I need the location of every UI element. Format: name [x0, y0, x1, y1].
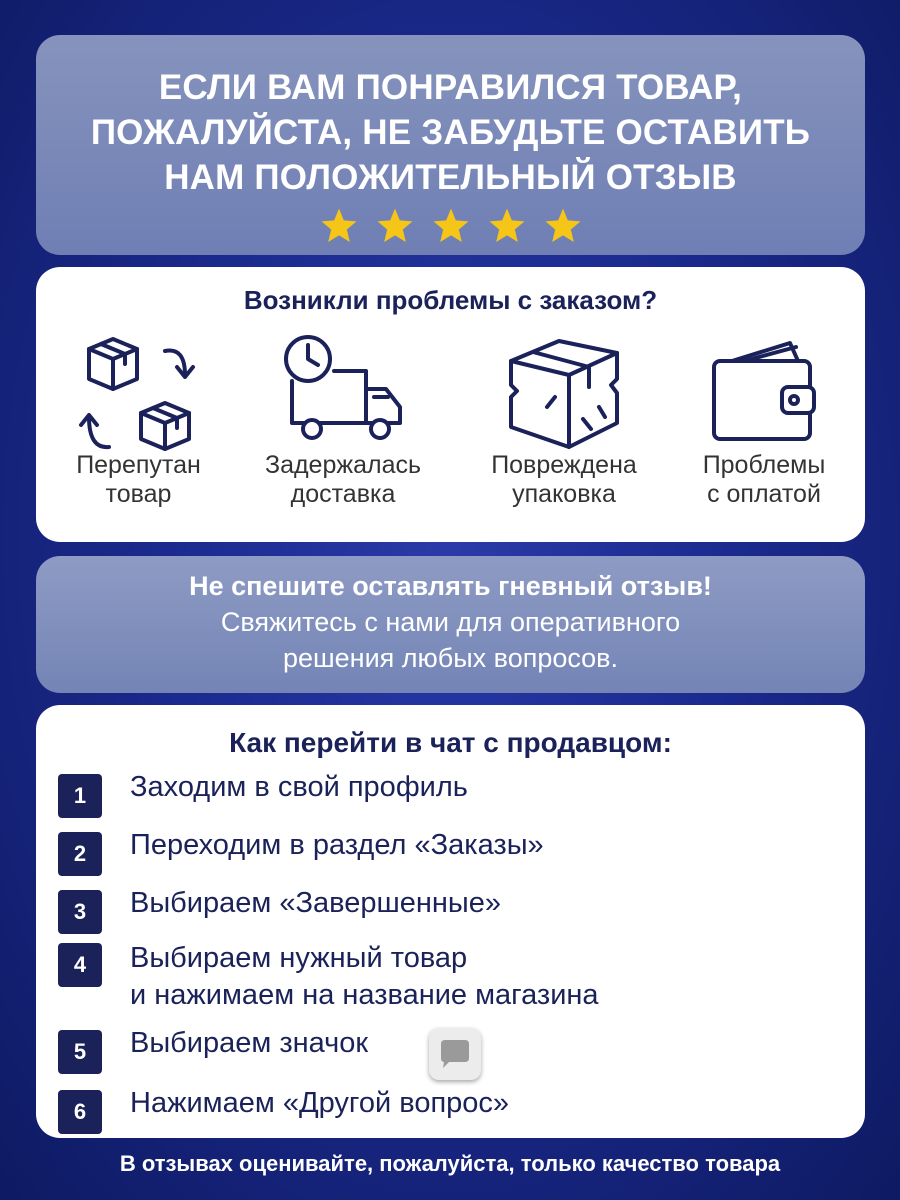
- wallet-icon: [704, 331, 824, 451]
- step-number: 3: [58, 890, 102, 934]
- problem-delayed-delivery: [248, 331, 438, 509]
- contact-notice-text: Свяжитесь с нами для оперативного решения любых вопросов.: [220, 607, 681, 673]
- review-request-title: ЕСЛИ ВАМ ПОНРАВИЛСЯ ТОВАР, ПОЖАЛУЙСТА, НЕ ЗАБУДЬТЕ ОСТАВИТЬ НАМ ПОЛОЖИТЕЛЬНЫЙ ОТЗЫВ: [90, 68, 811, 197]
- step-text: Выбираем нужный товар и нажимаем на название магазина: [130, 942, 599, 1011]
- star-icon: [431, 206, 471, 246]
- problem-payment-label: Проблемы с оплатой: [702, 451, 826, 508]
- delivery-truck-clock-icon: [278, 331, 408, 451]
- chat-bubble-icon: [429, 1028, 481, 1080]
- step-4: [58, 939, 845, 1019]
- chat-instructions-card: [36, 705, 865, 1138]
- review-request-banner: [36, 35, 865, 255]
- star-icon: [375, 206, 415, 246]
- footer-note: В отзывах оценивайте, пожалуйста, только качество товара: [119, 1151, 781, 1176]
- damaged-box-icon: [499, 331, 629, 451]
- contact-notice: [36, 556, 865, 693]
- rating-stars: [36, 206, 865, 246]
- order-problems-card: [36, 267, 865, 542]
- step-number: 2: [58, 832, 102, 876]
- step-text: Нажимаем «Другой вопрос»: [130, 1087, 510, 1119]
- step-text: Выбираем «Завершенные»: [130, 887, 502, 919]
- problem-wrong-item-label: Перепутан товар: [76, 451, 201, 508]
- step-number: 1: [58, 774, 102, 818]
- contact-notice-headline: Не спешите оставлять гневный отзыв!: [189, 571, 712, 601]
- step-2: [58, 829, 845, 879]
- problem-wrong-item: [56, 331, 221, 509]
- problem-delayed-delivery-label: Задержалась доставка: [264, 451, 422, 508]
- problem-damaged-package: [474, 331, 654, 509]
- star-icon: [543, 206, 583, 246]
- order-problems-title: Возникли проблемы с заказом?: [243, 285, 658, 315]
- problem-payment: [679, 331, 849, 509]
- chat-instructions-title: Как перейти в чат с продавцом:: [229, 727, 672, 758]
- step-6: [58, 1087, 845, 1137]
- problem-damaged-package-label: Повреждена упаковка: [491, 451, 637, 508]
- step-text: Выбираем значок: [130, 1027, 369, 1059]
- step-text: Переходим в раздел «Заказы»: [130, 829, 544, 861]
- star-icon: [487, 206, 527, 246]
- step-number: 5: [58, 1030, 102, 1074]
- step-number: 4: [58, 943, 102, 987]
- step-number: 6: [58, 1090, 102, 1134]
- step-text: Заходим в свой профиль: [130, 771, 468, 803]
- boxes-swap-icon: [69, 331, 209, 451]
- step-3: [58, 887, 845, 937]
- step-1: [58, 771, 845, 821]
- star-icon: [319, 206, 359, 246]
